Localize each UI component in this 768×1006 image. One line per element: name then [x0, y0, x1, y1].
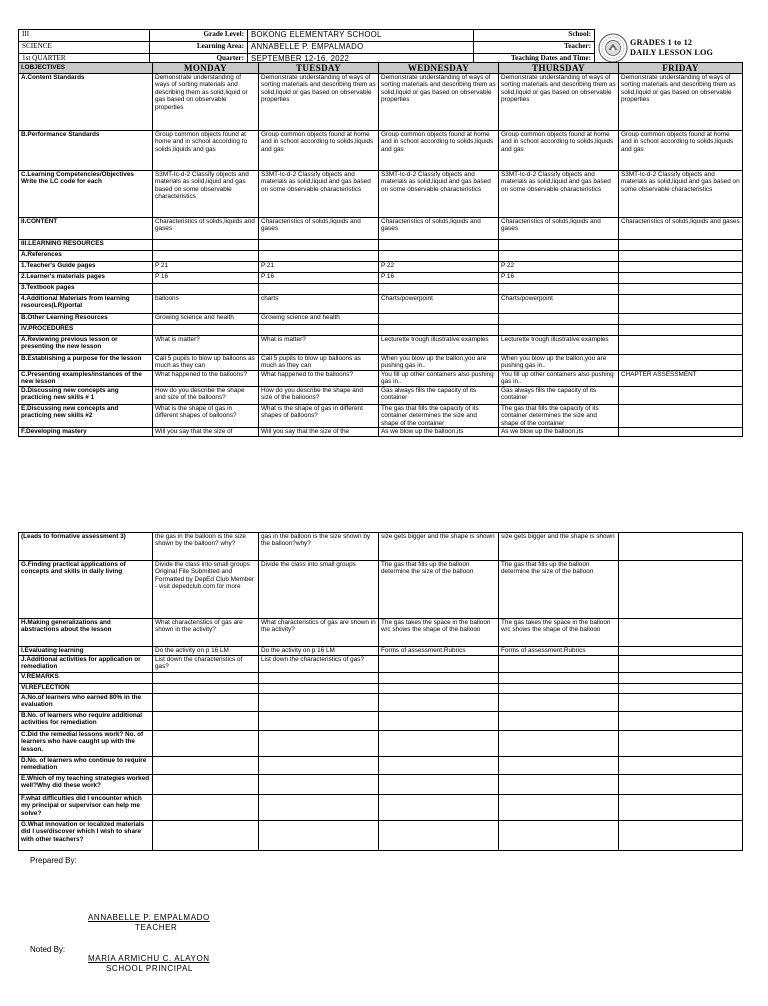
cell-wednesday — [379, 795, 499, 821]
cell-monday: Characteristics of solids,liquids and gases — [153, 218, 259, 240]
row-label: A.No.of learners who earned 80% in the evaluation — [19, 694, 153, 712]
table-row — [19, 370, 743, 386]
row-label: 3.Textbook pages — [19, 284, 153, 295]
cell-thursday — [499, 251, 619, 262]
table-row — [19, 74, 743, 131]
learning-area-label: Learning Area: — [150, 41, 248, 53]
cell-wednesday — [379, 757, 499, 775]
row-label: H.Making generalizations and abstractions about the lesson — [19, 619, 153, 647]
cell-tuesday — [259, 251, 379, 262]
cell-tuesday — [259, 795, 379, 821]
row-label: VI.REFLECTION — [19, 684, 153, 694]
cell-monday — [153, 325, 259, 336]
cell-thursday: Demonstrate understanding of ways of sorting materials and describing them as solid,liquid or gas based on observable properties — [499, 74, 619, 131]
table-row — [19, 757, 743, 775]
cell-tuesday: Call 5 pupils to blow up balloons as much as they can — [259, 355, 379, 371]
cell-wednesday — [379, 821, 499, 851]
cell-friday — [619, 656, 743, 673]
cell-monday: Divide the class into small groups Original File Submitted and Formatted by DepEd Club Member - visit depedclub.com for more — [153, 561, 259, 619]
table-row — [19, 171, 743, 218]
cell-thursday: Charts/powerpoint — [499, 295, 619, 314]
cell-friday — [619, 795, 743, 821]
quarter-cell: 1st QUARTER — [19, 53, 150, 66]
table-row — [19, 821, 743, 851]
cell-wednesday — [379, 673, 499, 684]
cell-thursday: S3MT-Ic-d-2 Classify objects and materials as solid,liquid and gas based on some observable characteristics — [499, 171, 619, 218]
cell-friday — [619, 284, 743, 295]
cell-monday: What characteristics of gas are shown in the activity? — [153, 619, 259, 647]
cell-thursday: size gets bigger and the shape is shown — [499, 533, 619, 561]
grade-level-value: BOKONG ELEMENTARY SCHOOL — [248, 30, 474, 42]
row-label: C.Presenting examples/instances of the new lesson — [19, 370, 153, 386]
cell-tuesday: P 21 — [259, 262, 379, 273]
cell-friday: Group common objects found at home and in school according to solids,liquids and gas — [619, 131, 743, 171]
cell-tuesday — [259, 325, 379, 336]
cell-monday: Do the activity on p 16 LM — [153, 647, 259, 656]
cell-monday: How do you describe the shape and size of the balloons? — [153, 386, 259, 404]
table-row — [19, 355, 743, 371]
table-row — [19, 619, 743, 647]
cell-friday — [619, 251, 743, 262]
table-row — [19, 656, 743, 673]
table-row — [19, 428, 743, 437]
day-header-monday: MONDAY — [153, 63, 259, 74]
noter-name: MARIA ARMICHU C. ALAYON — [88, 954, 210, 963]
cell-friday — [619, 314, 743, 325]
row-label: J.Additional activities for application or remediation — [19, 656, 153, 673]
cell-thursday — [499, 325, 619, 336]
prepared-by-label: Prepared By: — [30, 856, 77, 865]
cell-thursday — [499, 314, 619, 325]
cell-monday: List down the characteristics of gas? — [153, 656, 259, 673]
cell-wednesday — [379, 775, 499, 795]
logo-cell — [595, 30, 743, 67]
cell-tuesday — [259, 694, 379, 712]
cell-monday: What is matter? — [153, 336, 259, 355]
cell-friday: Characteristics of solids,liquids and gases — [619, 218, 743, 240]
cell-tuesday — [259, 757, 379, 775]
cell-tuesday — [259, 775, 379, 795]
cell-friday: S3MT-Ic-d-2 Classify objects and materials as solid,liquid and gas based on some observable characteristics — [619, 171, 743, 218]
day-header-wednesday: WEDNESDAY — [379, 63, 499, 74]
cell-friday — [619, 712, 743, 731]
row-label: I.Evaluating learning — [19, 647, 153, 656]
cell-tuesday: Growing science and health — [259, 314, 379, 325]
row-label: II.CONTENT — [19, 218, 153, 240]
cell-wednesday: P 22 — [379, 262, 499, 273]
teacher-label: Teacher: — [474, 41, 595, 53]
row-label: III.LEARNING RESOURCES — [19, 240, 153, 251]
deped-seal-icon — [598, 33, 628, 63]
cell-tuesday: Will you say that the size of the — [259, 428, 379, 437]
noter-title: SCHOOL PRINCIPAL — [106, 964, 193, 973]
cell-thursday — [499, 821, 619, 851]
table-row — [19, 561, 743, 619]
table-row — [19, 314, 743, 325]
cell-thursday: P 16 — [499, 273, 619, 284]
cell-monday — [153, 673, 259, 684]
cell-monday: Call 5 pupils to blow up balloons as much as they can — [153, 355, 259, 371]
row-label: A.References — [19, 251, 153, 262]
table-row — [19, 284, 743, 295]
row-label: G.Finding practical applications of concepts and skills in daily living — [19, 561, 153, 619]
cell-thursday — [499, 673, 619, 684]
cell-monday: P 16 — [153, 273, 259, 284]
grade-cell: III — [19, 30, 150, 42]
cell-tuesday — [259, 821, 379, 851]
cell-thursday: When you blow up the ballon,you are pushing gas in.. — [499, 355, 619, 371]
cell-wednesday — [379, 656, 499, 673]
cell-thursday: P 22 — [499, 262, 619, 273]
cell-friday — [619, 273, 743, 284]
row-label: A.Reviewing previous lesson or presenting the new lesson — [19, 336, 153, 355]
table-row — [19, 218, 743, 240]
preparer-title: TEACHER — [135, 923, 178, 932]
cell-friday: Demonstrate understanding of ways of sorting materials and describing them as solid,liquid or gas based on observable properties — [619, 74, 743, 131]
cell-monday: Growing science and health — [153, 314, 259, 325]
cell-friday — [619, 262, 743, 273]
table-row — [19, 240, 743, 251]
grade-level-label: Grade Level: — [150, 30, 248, 42]
cell-friday — [619, 386, 743, 404]
quarter-value: SEPTEMBER 12-16, 2022 — [248, 53, 474, 66]
day-header-friday: FRIDAY — [619, 63, 743, 74]
table-row — [19, 251, 743, 262]
cell-monday: the gas in the balloon is the size shown by the balloon? why? — [153, 533, 259, 561]
cell-thursday: Characteristics of solids,liquids and gases — [499, 218, 619, 240]
row-label: D.Discussing new concepts ang practicing new skills # 1 — [19, 386, 153, 404]
cell-thursday: As we blow up the balloon,its — [499, 428, 619, 437]
cell-monday: Demonstrate understanding of ways of sorting materials and describing them as solid,liquid or gas based on observable properties — [153, 74, 259, 131]
cell-wednesday: Forms of assessment.Rubrics — [379, 647, 499, 656]
cell-thursday: The gas takes the space in the balloon w/c shows the shape of the balloon — [499, 619, 619, 647]
cell-friday — [619, 404, 743, 427]
cell-wednesday: The gas that fills the capacity of its container determines the size and shape of the container — [379, 404, 499, 427]
row-label: IV.PROCEDURES — [19, 325, 153, 336]
cell-friday — [619, 428, 743, 437]
cell-thursday: The gas that fills the capacity of its container determines the size and shape of the container — [499, 404, 619, 427]
cell-tuesday — [259, 240, 379, 251]
cell-wednesday — [379, 731, 499, 757]
day-header-thursday: THURSDAY — [499, 63, 619, 74]
row-label: 1.Teacher's Guide pages — [19, 262, 153, 273]
cell-friday — [619, 757, 743, 775]
table-row — [19, 673, 743, 684]
table-row — [19, 131, 743, 171]
cell-friday — [619, 295, 743, 314]
cell-tuesday — [259, 684, 379, 694]
row-label: G.What innovation or localized materials did I use/discover which I wish to share with other teachers? — [19, 821, 153, 851]
row-label: C.Did the remedial lessons work? No. of learners who have caught up with the lesson. — [19, 731, 153, 757]
cell-friday — [619, 336, 743, 355]
cell-tuesday — [259, 284, 379, 295]
row-label: 4.Additional Materials from learning resources(LR)portal — [19, 295, 153, 314]
row-label: E.Which of my teaching strategies worked well?Why did these work? — [19, 775, 153, 795]
cell-friday — [619, 775, 743, 795]
table-row — [19, 63, 743, 74]
row-label: V.REMARKS — [19, 673, 153, 684]
cell-thursday: Lecturette trough illustrative examples — [499, 336, 619, 355]
table-row — [19, 795, 743, 821]
lesson-log-table-page-2 — [18, 532, 743, 851]
cell-friday — [619, 533, 743, 561]
cell-wednesday: When you blow up the ballon,you are pushing gas in.. — [379, 355, 499, 371]
table-row — [19, 684, 743, 694]
cell-tuesday: Divide the class into small groups — [259, 561, 379, 619]
cell-monday — [153, 731, 259, 757]
cell-thursday — [499, 284, 619, 295]
day-header-tuesday: TUESDAY — [259, 63, 379, 74]
cell-wednesday — [379, 284, 499, 295]
cell-tuesday — [259, 731, 379, 757]
cell-friday — [619, 561, 743, 619]
table-row — [19, 262, 743, 273]
cell-wednesday: Charts/powerpoint — [379, 295, 499, 314]
cell-wednesday — [379, 240, 499, 251]
cell-thursday — [499, 240, 619, 251]
cell-monday: S3MT-Ic-d-2 Classify objects and materials as solid,liquid and gas based on some observable characteristics — [153, 171, 259, 218]
row-label: F.what difficulties did I encounter which my principal or supervisor can help me solve? — [19, 795, 153, 821]
cell-tuesday: gas in the balloon is the size shown by the balloon?why? — [259, 533, 379, 561]
cell-tuesday: What is the shape of gas in different shapes of balloons? — [259, 404, 379, 427]
cell-thursday: Forms of assessment.Rubrics — [499, 647, 619, 656]
teaching-dates-label: Teaching Dates and Time: — [474, 53, 595, 66]
cell-friday — [619, 684, 743, 694]
cell-friday — [619, 821, 743, 851]
row-label: B.Establishing a purpose for the lesson — [19, 355, 153, 371]
cell-tuesday: Group common objects found at home and in school according to solids,liquids and gas — [259, 131, 379, 171]
cell-wednesday: S3MT-Ic-d-2 Classify objects and materials as solid,liquid and gas based on some observable characteristics — [379, 171, 499, 218]
row-label: B.Other Learning Resources — [19, 314, 153, 325]
cell-tuesday: P 16 — [259, 273, 379, 284]
cell-tuesday — [259, 673, 379, 684]
row-label: F.Developing mastery — [19, 428, 153, 437]
row-label: B.Performance Standards — [19, 131, 153, 171]
cell-thursday: You fill up other containers also pushing gas in.. — [499, 370, 619, 386]
cell-friday — [619, 355, 743, 371]
cell-thursday — [499, 694, 619, 712]
table-row — [19, 694, 743, 712]
subject-cell: SCIENCE — [19, 41, 150, 53]
table-row — [19, 404, 743, 427]
cell-wednesday: Lecturette trough illustrative examples — [379, 336, 499, 355]
cell-tuesday: Do the activity on p 16 LM — [259, 647, 379, 656]
cell-thursday: The gas that fills up the balloon determine the size of the balloon — [499, 561, 619, 619]
cell-friday — [619, 694, 743, 712]
cell-wednesday: As we blow up the balloon,its — [379, 428, 499, 437]
table-row — [19, 647, 743, 656]
cell-tuesday: How do you describe the shape and size of the balloons? — [259, 386, 379, 404]
table-row — [19, 731, 743, 757]
cell-monday — [153, 240, 259, 251]
row-label: I.OBJECTIVES — [19, 63, 153, 74]
cell-tuesday — [259, 712, 379, 731]
cell-thursday — [499, 712, 619, 731]
row-label: A.Content Standards — [19, 74, 153, 131]
table-row — [19, 386, 743, 404]
cell-tuesday: Demonstrate understanding of ways of sorting materials and describing them as solid,liquid or gas based on observable properties — [259, 74, 379, 131]
cell-tuesday: What characteristics of gas are shown in the activity? — [259, 619, 379, 647]
cell-friday — [619, 647, 743, 656]
lesson-log-table-page-1 — [18, 62, 743, 437]
cell-wednesday: The gas that fills up the balloon determine the size of the balloon — [379, 561, 499, 619]
cell-monday — [153, 684, 259, 694]
table-row — [19, 295, 743, 314]
learning-area-value: ANNABELLE P. EMPALMADO — [248, 41, 474, 53]
table-row — [19, 336, 743, 355]
cell-wednesday — [379, 712, 499, 731]
cell-monday — [153, 821, 259, 851]
table-row — [19, 533, 743, 561]
cell-tuesday: S3MT-Ic-d-2 Classify objects and materials as solid,liquid and gas based on some observable characteristics — [259, 171, 379, 218]
table-row — [19, 775, 743, 795]
cell-friday — [619, 673, 743, 684]
row-label: C.Learning Competencies/Objectives Write the LC code for each — [19, 171, 153, 218]
cell-monday — [153, 251, 259, 262]
cell-tuesday: List down the characteristics of gas? — [259, 656, 379, 673]
cell-thursday — [499, 775, 619, 795]
cell-tuesday: Characteristics of solids,liquids and gases — [259, 218, 379, 240]
cell-monday — [153, 775, 259, 795]
cell-monday: Will you say that the size of — [153, 428, 259, 437]
cell-monday — [153, 795, 259, 821]
cell-wednesday: size gets bigger and the shape is shown — [379, 533, 499, 561]
cell-wednesday — [379, 684, 499, 694]
cell-wednesday — [379, 325, 499, 336]
cell-thursday — [499, 795, 619, 821]
cell-monday — [153, 694, 259, 712]
row-label: (Leads to formative assessment 3) — [19, 533, 153, 561]
cell-tuesday: charts — [259, 295, 379, 314]
table-row — [19, 273, 743, 284]
cell-wednesday: Characteristics of solids,liquids and gases — [379, 218, 499, 240]
cell-monday — [153, 757, 259, 775]
cell-wednesday — [379, 694, 499, 712]
row-label: E.Discussing new concepts and practicing new skills #2 — [19, 404, 153, 427]
cell-wednesday: You fill up other containers also pushing gas in.. — [379, 370, 499, 386]
cell-wednesday: Group common objects found at home and in school according to solids,liquids and gas — [379, 131, 499, 171]
cell-monday — [153, 712, 259, 731]
cell-monday: Group common objects found at home and in school according to solids,liquids and gas — [153, 131, 259, 171]
cell-wednesday: Gas always fills the capacity of its container — [379, 386, 499, 404]
cell-thursday — [499, 757, 619, 775]
daily-lesson-log-title: DAILY LESSON LOG — [630, 48, 714, 57]
cell-thursday — [499, 656, 619, 673]
cell-wednesday: The gas takes the space in the balloon w/c shows the shape of the balloon — [379, 619, 499, 647]
cell-monday: balloons — [153, 295, 259, 314]
school-label: School: — [474, 30, 595, 42]
noted-by-label: Noted By: — [30, 945, 66, 954]
row-label: 2.Learner's materials pages — [19, 273, 153, 284]
quarter-label: Quarter: — [150, 53, 248, 66]
cell-tuesday: What happened to the balloons? — [259, 370, 379, 386]
row-label: B.No. of learners who require additional activities for remediation — [19, 712, 153, 731]
cell-friday: CHAPTER ASSESSMENT — [619, 370, 743, 386]
preparer-name: ANNABELLE P. EMPALMADO — [88, 913, 210, 922]
cell-tuesday: What is matter? — [259, 336, 379, 355]
cell-friday — [619, 240, 743, 251]
cell-friday — [619, 325, 743, 336]
table-row — [19, 325, 743, 336]
cell-wednesday: Demonstrate understanding of ways of sorting materials and describing them as solid,liquid or gas based on observable properties — [379, 74, 499, 131]
cell-monday: What happened to the balloons? — [153, 370, 259, 386]
cell-friday — [619, 619, 743, 647]
cell-thursday: Gas always fills the capacity of its container — [499, 386, 619, 404]
cell-friday — [619, 731, 743, 757]
row-label: D.No. of learners who continue to require remediation — [19, 757, 153, 775]
cell-thursday: Group common objects found at home and in school according to solids,liquids and gas — [499, 131, 619, 171]
cell-wednesday: P 16 — [379, 273, 499, 284]
cell-thursday — [499, 731, 619, 757]
cell-monday — [153, 284, 259, 295]
cell-monday: What is the shape of gas in different shapes of balloons? — [153, 404, 259, 427]
cell-wednesday — [379, 314, 499, 325]
table-row — [19, 712, 743, 731]
grades-line: GRADES 1 to 12 — [630, 38, 693, 47]
cell-monday: P 21 — [153, 262, 259, 273]
cell-thursday — [499, 684, 619, 694]
cell-wednesday — [379, 251, 499, 262]
